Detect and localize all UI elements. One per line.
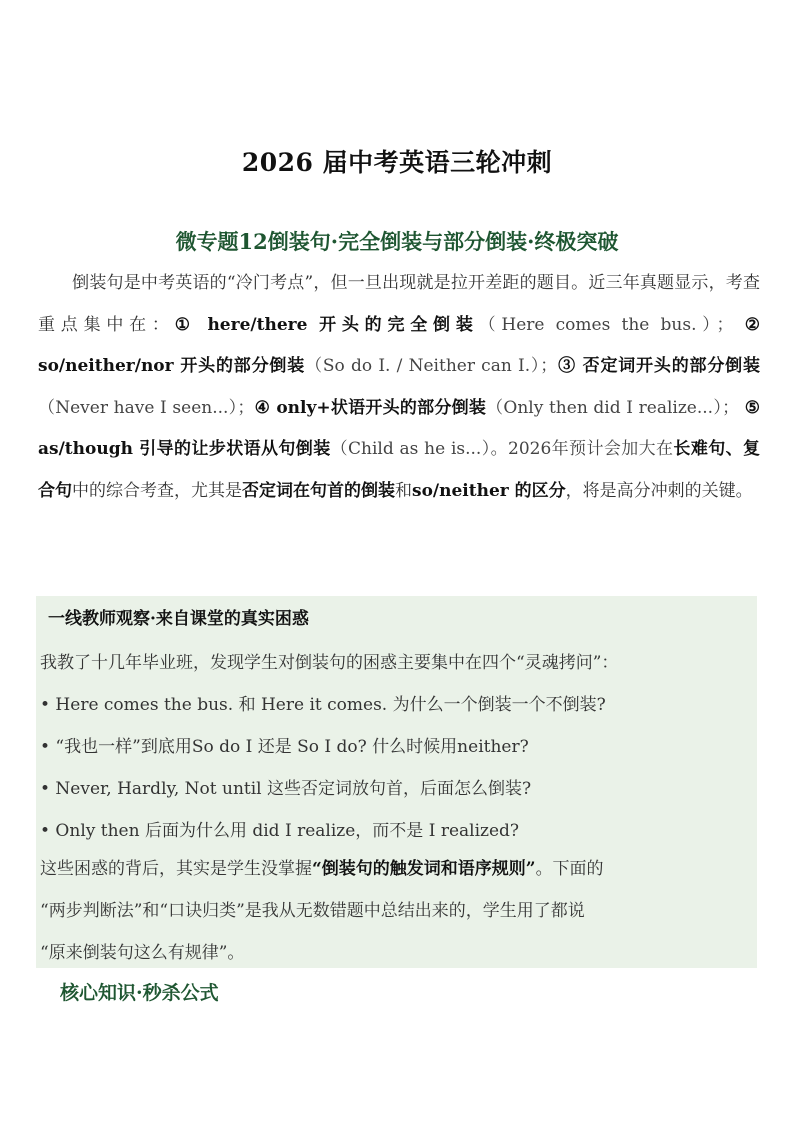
intro-paragraph (38, 263, 760, 512)
example-2: （So do I. / Neither can I.）； (305, 356, 558, 376)
document-title: 2026 届中考英语三轮冲刺 (241, 148, 553, 177)
point-1: ① here/there 开头的完全倒装 (174, 314, 479, 335)
keyword-2: 否定词在句首的倒装 (242, 480, 395, 501)
conclusion-pre: 这些困惑的背后，其实是学生没掌握 (40, 859, 312, 879)
question-item-4: • Only then 后面为什么用 did I realize，而不是 I realized? (40, 821, 520, 841)
point-5: ⑤ as/though 引导的让步状语从句倒装 (38, 397, 760, 459)
teacher-observation-box (36, 596, 757, 968)
example-5: （Child as he is...）。2026年预计会加大在 (330, 439, 674, 459)
question-item-2: • “我也一样”到底用So do I 还是 So I do? 什么时候用neither? (40, 737, 529, 757)
box-title: 一线教师观察·来自课堂的真实困惑 (48, 609, 309, 629)
example-4: （Only then did I realize...）； (486, 397, 740, 418)
point-4: ④ only+状语开头的部分倒装 (254, 397, 487, 418)
conclusion-bold: “倒装句的触发词和语序规则” (312, 859, 536, 879)
box-conclusion-line-2: “两步判断法”和“口诀归类”是我从无数错题中总结出来的，学生用了都说 (40, 901, 585, 921)
intro-text-2: 中的综合考查，尤其是 (72, 480, 242, 501)
box-conclusion-line-1 (40, 854, 604, 879)
conclusion-post: 。下面的 (535, 859, 604, 879)
section-heading: 核心知识·秒杀公式 (60, 982, 219, 1004)
topic-subtitle: 微专题12倒装句·完全倒装与部分倒装·终极突破 (175, 229, 619, 254)
keyword-1: 长难句、复合句 (38, 439, 760, 501)
box-line-intro: 我教了十几年毕业班，发现学生对倒装句的困惑主要集中在四个“灵魂拷问”： (40, 653, 619, 673)
point-2: ② so/neither/nor 开头的部分倒装 (38, 314, 761, 376)
question-item-3: • Never, Hardly, Not until 这些否定词放句首，后面怎么倒装? (40, 779, 532, 799)
question-item-1: • Here comes the bus. 和 Here it comes. 为什么一个倒装一个不倒装? (40, 695, 606, 715)
intro-text-3: 和 (395, 480, 412, 501)
example-3: （Never have I seen...）； (38, 397, 255, 418)
keyword-3: so/neither 的区分 (412, 480, 566, 501)
box-conclusion-line-3: “原来倒装句这么有规律”。 (40, 943, 245, 963)
point-3: ③ 否定词开头的部分倒装 (557, 356, 760, 376)
intro-text: 倒装句是中考英语的“冷门考点”，但一旦出现就是拉开差距的题目。近三年真题显示，考查重点集中在： (38, 273, 760, 335)
example-1: （Here comes the bus.）； (478, 314, 734, 335)
intro-text-4: ，将是高分冲刺的关键。 (565, 480, 753, 501)
